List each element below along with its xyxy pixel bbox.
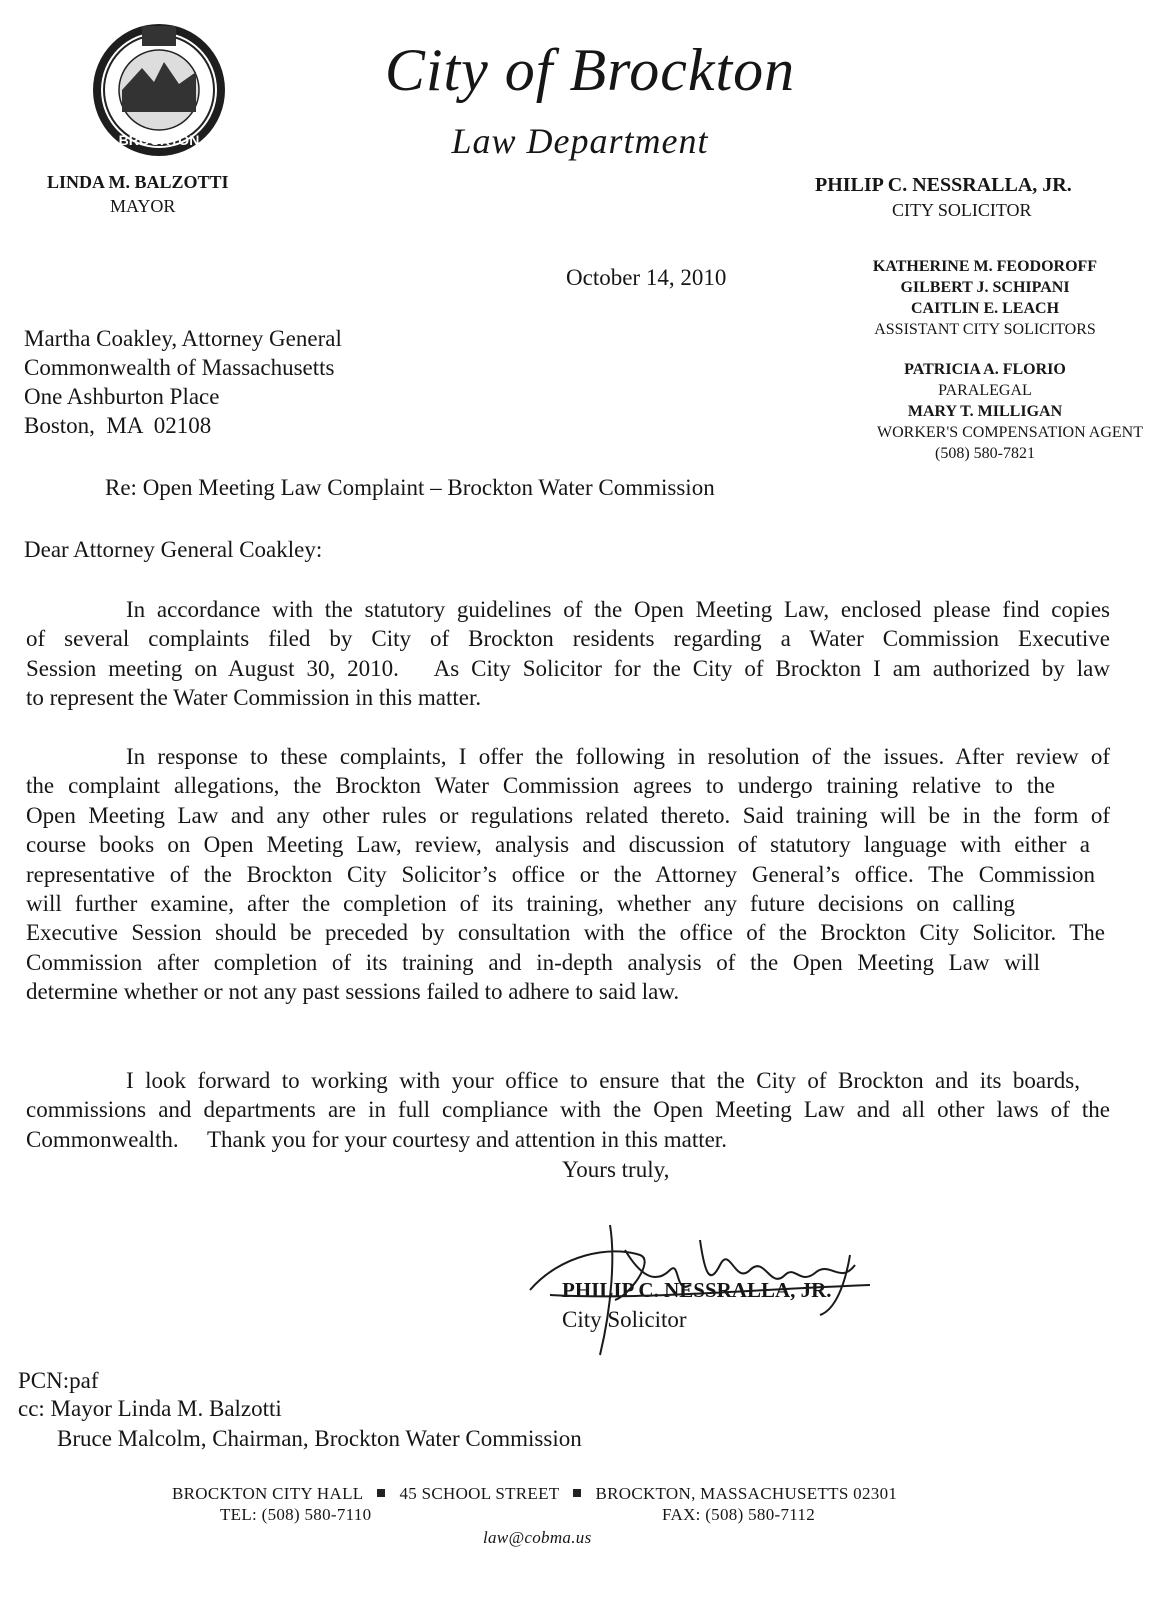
text-line: Commonwealth. Thank you for your courtesy and attention in this matter. bbox=[26, 1126, 727, 1152]
footer-address bbox=[172, 1484, 897, 1504]
staff-name: CAITLIN E. LEACH bbox=[910, 300, 1060, 317]
letterhead-title: City of Brockton bbox=[384, 37, 796, 103]
footer-address-part: 45 SCHOOL STREET bbox=[399, 1484, 560, 1503]
footer-fax: FAX: (508) 580-7112 bbox=[662, 1505, 816, 1524]
text-line: will further examine, after the completion of its training, whether any future decisions on calling bbox=[26, 891, 1015, 917]
footer-address-part: BROCKTON, MASSACHUSETTS 02301 bbox=[595, 1484, 898, 1503]
footer-email[interactable]: law@cobma.us bbox=[483, 1528, 592, 1547]
text-line: Executive Session should be preceded by consultation with the office of the Brockton City Solicitor. The bbox=[26, 920, 1105, 946]
text-line: to represent the Water Commission in this matter. bbox=[26, 685, 482, 711]
text-line: I look forward to working with your office to ensure that the City of Brockton and its boards, bbox=[126, 1068, 1080, 1093]
footer-address-part: BROCKTON CITY HALL bbox=[172, 1484, 364, 1503]
text-line: Open Meeting Law and any other rules or regulations related thereto. Said training will be in the form of bbox=[26, 802, 1110, 828]
solicitor-name: PHILIP C. NESSRALLA, JR. bbox=[815, 174, 1072, 196]
text-line: course books on Open Meeting Law, review, analysis and discussion of statutory language with either a bbox=[26, 832, 1090, 858]
closing: Yours truly, bbox=[562, 1157, 670, 1182]
mayor-title: MAYOR bbox=[110, 196, 176, 216]
text-line: determine whether or not any past sessions failed to adhere to said law. bbox=[26, 979, 680, 1005]
text-line: of several complaints filed by City of Brockton residents regarding a Water Commission Executive bbox=[26, 626, 1110, 652]
staff-name: KATHERINE M. FEODOROFF bbox=[872, 258, 1098, 275]
staff-name: MARY T. MILLIGAN bbox=[907, 403, 1063, 420]
staff-title: WORKER'S COMPENSATION AGENT bbox=[876, 424, 1143, 441]
staff-title: PARALEGAL bbox=[938, 382, 1032, 399]
text-line: Session meeting on August 30, 2010. As City Solicitor for the City of Brockton I am authorized by law bbox=[26, 655, 1110, 681]
signature bbox=[520, 1215, 890, 1365]
staff-name: GILBERT J. SCHIPANI bbox=[900, 279, 1070, 296]
footer-tel: TEL: (508) 580-7110 bbox=[220, 1505, 372, 1524]
signer-name: PHILIP C. NESSRALLA, JR. bbox=[562, 1278, 832, 1302]
paragraph bbox=[26, 1066, 1110, 1154]
address-line: Martha Coakley, Attorney General bbox=[24, 326, 342, 351]
salutation: Dear Attorney General Coakley: bbox=[24, 537, 323, 562]
initials: PCN:paf bbox=[18, 1368, 99, 1393]
mayor-name: LINDA M. BALZOTTI bbox=[47, 172, 229, 192]
paragraph bbox=[26, 595, 1110, 713]
text-line: representative of the Brockton City Solicitor’s office or the Attorney General’s office. The Commission bbox=[26, 861, 1095, 887]
text-line: the complaint allegations, the Brockton Water Commission agrees to undergo training relative to the bbox=[26, 773, 1055, 799]
address-line: One Ashburton Place bbox=[24, 384, 220, 409]
staff-phone: (508) 580-7821 bbox=[935, 445, 1035, 462]
text-line: In response to these complaints, I offer the following in resolution of the issues. After review of bbox=[126, 744, 1110, 769]
text-line: In accordance with the statutory guidelines of the Open Meeting Law, enclosed please find copies bbox=[126, 597, 1110, 622]
svg-text:BROCKTON: BROCKTON bbox=[118, 132, 200, 148]
address-line: Commonwealth of Massachusetts bbox=[24, 355, 335, 380]
cc-line: Bruce Malcolm, Chairman, Brockton Water Commission bbox=[57, 1426, 582, 1451]
square-bullet-icon bbox=[377, 1489, 385, 1497]
address-line: Boston, MA 02108 bbox=[24, 413, 212, 438]
square-bullet-icon bbox=[573, 1489, 581, 1497]
text-line: Commission after completion of its training and in-depth analysis of the Open Meeting Law will bbox=[26, 949, 1040, 975]
staff-name: PATRICIA A. FLORIO bbox=[904, 361, 1066, 378]
signer-title: City Solicitor bbox=[562, 1307, 687, 1332]
letterhead-department: Law Department bbox=[451, 121, 709, 161]
staff-list bbox=[820, 256, 1150, 464]
recipient-address bbox=[24, 324, 342, 440]
paragraph bbox=[26, 742, 1110, 1007]
solicitor-title: CITY SOLICITOR bbox=[892, 200, 1032, 220]
letter-date: October 14, 2010 bbox=[566, 265, 727, 290]
cc-line: cc: Mayor Linda M. Balzotti bbox=[18, 1396, 282, 1421]
subject-line: Re: Open Meeting Law Complaint – Brockton Water Commission bbox=[105, 475, 715, 500]
text-line: commissions and departments are in full compliance with the Open Meeting Law and all other laws of the bbox=[26, 1097, 1110, 1123]
staff-title: ASSISTANT CITY SOLICITORS bbox=[874, 321, 1096, 338]
